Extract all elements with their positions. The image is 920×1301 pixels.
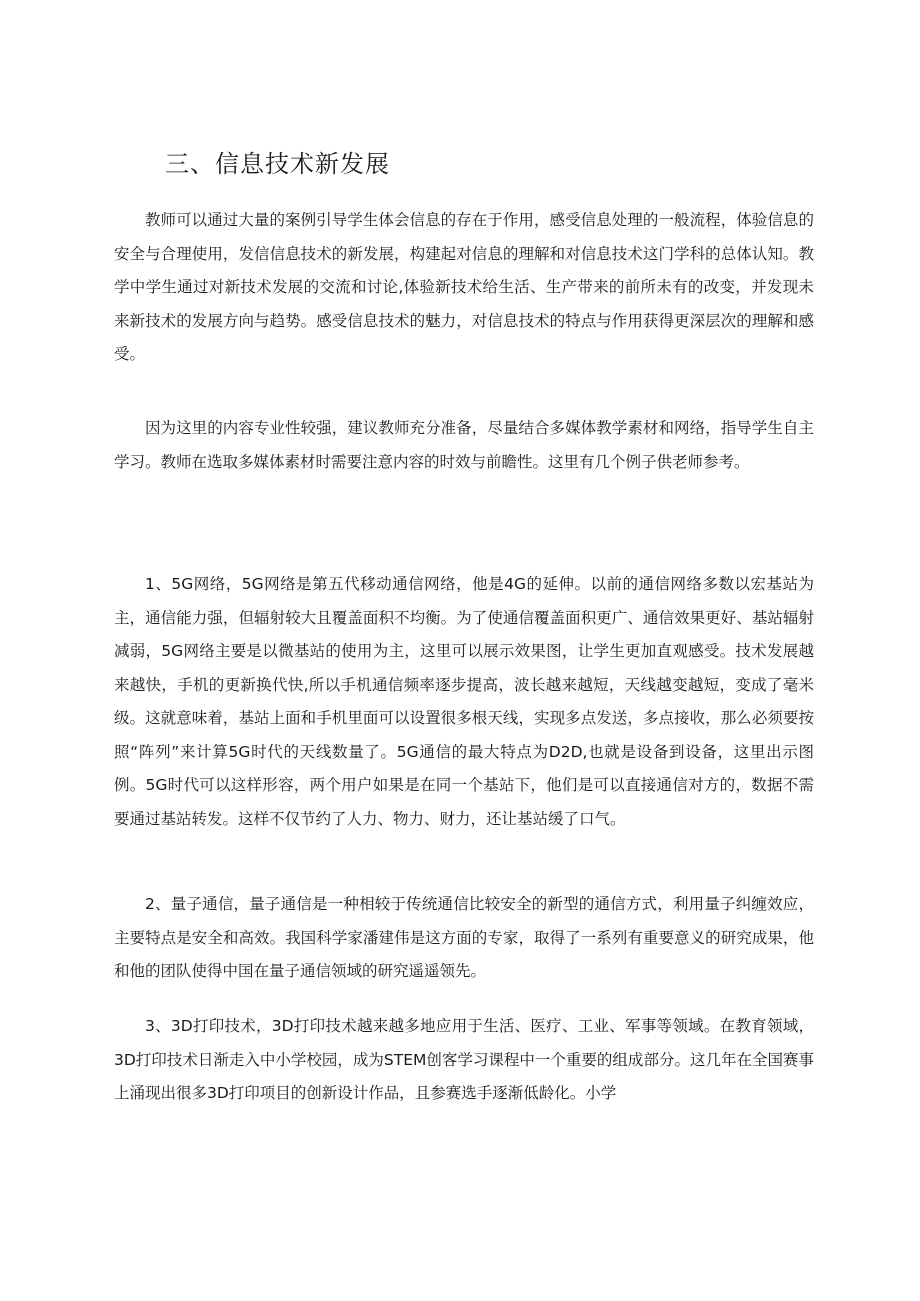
paragraph-intro: 教师可以通过大量的案例引导学生体会信息的存在于作用，感受信息处理的一般流程，体验信息的安全与合理使用，发信信息技术的新发展，构建起对信息的理解和对信息技术这门学科的总体认知。教学中学生通过对新技术发展的交流和讨论,体验新技术给生活、生产带来的前所未有的改变，并发现未来新技术的发展方向与趋势。感受信息技术的魅力，对信息技术的特点与作用获得更深层次的理解和感受。: [114, 211, 814, 363]
paragraph-3d-printing: 3、3D打印技术，3D打印技术越来越多地应用于生活、医疗、工业、军事等领域。在教育领域，3D打印技术日渐走入中小学校园，成为STEM创客学习课程中一个重要的组成部分。这几年在全国赛事上涌现出很多3D打印项目的创新设计作品，且参赛选手逐渐低龄化。小学: [114, 1017, 814, 1102]
paragraph-5g-network: 1、5G网络，5G网络是第五代移动通信网络，他是4G的延伸。以前的通信网络多数以宏基站为主，通信能力强，但辐射较大且覆盖面积不均衡。为了使通信覆盖面积更广、通信效果更好、基站辐射减弱，5G网络主要是以微基站的使用为主，这里可以展示效果图，让学生更加直观感受。技术发展越来越快，手机的更新换代快,所以手机通信频率逐步提高，波长越来越短，天线越变越短，变成了毫米级。这就意味着，基站上面和手机里面可以设置很多根天线，实现多点发送，多点接收，那么必须要按照“阵列”来计算5G时代的天线数量了。5G通信的最大特点为D2D,也就是设备到设备，这里出示图例。5G时代可以这样形容，两个用户如果是在同一个基站下，他们是可以直接通信对方的，数据不需要通过基站转发。这样不仅节约了人力、物力、财力，还让基站缓了口气。: [114, 575, 814, 828]
paragraph-teaching-advice: 因为这里的内容专业性较强，建议教师充分准备，尽量结合多媒体教学素材和网络，指导学生自主学习。教师在选取多媒体素材时需要注意内容的时效与前瞻性。这里有几个例子供老师参考。: [114, 419, 814, 471]
paragraph-quantum-communication: 2、量子通信，量子通信是一种相较于传统通信比较安全的新型的通信方式，利用量子纠缠效应，主要特点是安全和高效。我国科学家潘建伟是这方面的专家，取得了一系列有重要意义的研究成果，他和他的团队使得中国在量子通信领域的研究遥遥领先。: [114, 895, 814, 980]
section-heading: 三、信息技术新发展: [165, 150, 390, 178]
